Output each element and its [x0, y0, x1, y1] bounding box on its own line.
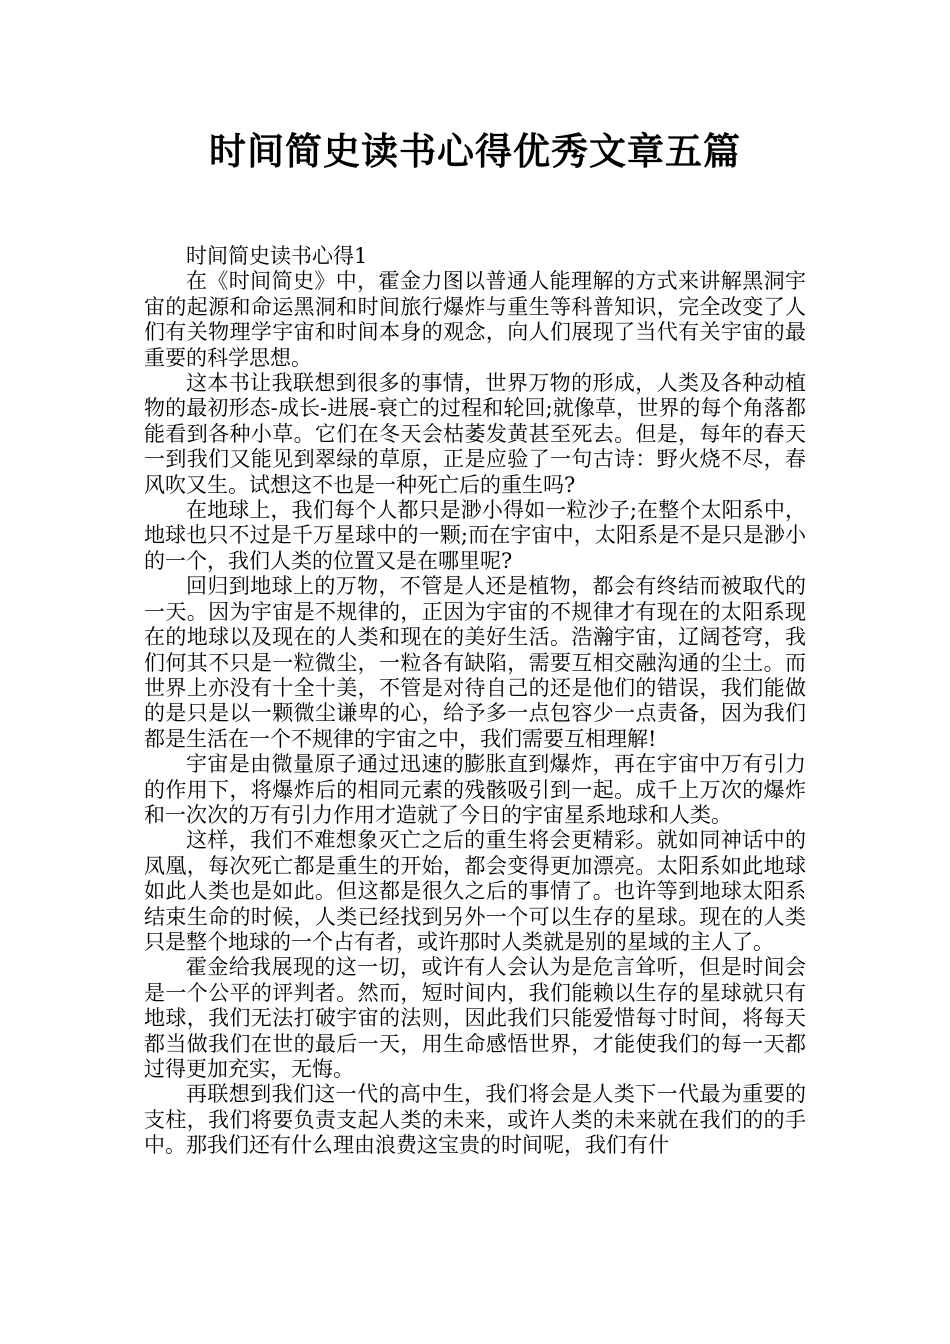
document-body [144, 244, 806, 1159]
paragraph-6: 这样，我们不难想象灭亡之后的重生将会更精彩。就如同神话中的凤凰，每次死亡都是重生的开始，都会变得更加漂亮。太阳系如此地球如此人类也是如此。但这都是很久之后的事情了。也许等到地球太阳系结束生命的时候，人类已经找到另外一个可以生存的星球。现在的人类只是整个地球的一个占有者，或许那时人类就是别的星域的主人了。 [144, 828, 806, 954]
paragraph-2: 这本书让我联想到很多的事情，世界万物的形成，人类及各种动植物的最初形态-成长-进展-衰亡的过程和轮回;就像草，世界的每个角落都能看到各种小草。它们在冬天会枯萎发黄甚至死去。但是，每年的春天一到我们又能见到翠绿的草原，正是应验了一句古诗：野火烧不尽，春风吹又生。试想这不也是一种死亡后的重生吗? [144, 371, 806, 497]
paragraph-7: 霍金给我展现的这一切，或许有人会认为是危言耸听，但是时间会是一个公平的评判者。然而，短时间内，我们能赖以生存的星球就只有地球，我们无法打破宇宙的法则，因此我们只能爱惜每寸时间，将每天都当做我们在世的最后一天，用生命感悟世界，才能使我们的每一天都过得更加充实，无悔。 [144, 955, 806, 1081]
paragraph-4: 回归到地球上的万物，不管是人还是植物，都会有终结而被取代的一天。因为宇宙是不规律的，正因为宇宙的不规律才有现在的太阳系现在的地球以及现在的人类和现在的美好生活。浩瀚宇宙，辽阔苍穹，我们何其不只是一粒微尘，一粒各有缺陷，需要互相交融沟通的尘土。而世界上亦没有十全十美，不管是对待自己的还是他们的错误，我们能做的是只是以一颗微尘谦卑的心，给予多一点包容少一点责备，因为我们都是生活在一个不规律的宇宙之中，我们需要互相理解! [144, 574, 806, 751]
paragraph-3: 在地球上，我们每个人都只是渺小得如一粒沙子;在整个太阳系中，地球也只不过是千万星球中的一颗;而在宇宙中，太阳系是不是只是渺小的一个，我们人类的位置又是在哪里呢? [144, 498, 806, 573]
paragraph-8: 再联想到我们这一代的高中生，我们将会是人类下一代最为重要的支柱，我们将要负责支起人类的未来，或许人类的未来就在我们的的手中。那我们还有什么理由浪费这宝贵的时间呢，我们有什 [144, 1082, 806, 1158]
paragraph-1: 在《时间简史》中，霍金力图以普通人能理解的方式来讲解黑洞宇宙的起源和命运黑洞和时间旅行爆炸与重生等科普知识，完全改变了人们有关物理学宇宙和时间本身的观念，向人们展现了当代有关宇宙的最重要的科学思想。 [144, 269, 806, 370]
section-subheading: 时间简史读书心得1 [186, 244, 368, 268]
paragraph-5: 宇宙是由微量原子通过迅速的膨胀直到爆炸，再在宇宙中万有引力的作用下，将爆炸后的相同元素的残骸吸引到一起。成千上万次的爆炸和一次次的万有引力作用才造就了今日的宇宙星系地球和人类。 [144, 752, 806, 827]
document-title: 时间简史读书心得优秀文章五篇 [209, 130, 741, 173]
